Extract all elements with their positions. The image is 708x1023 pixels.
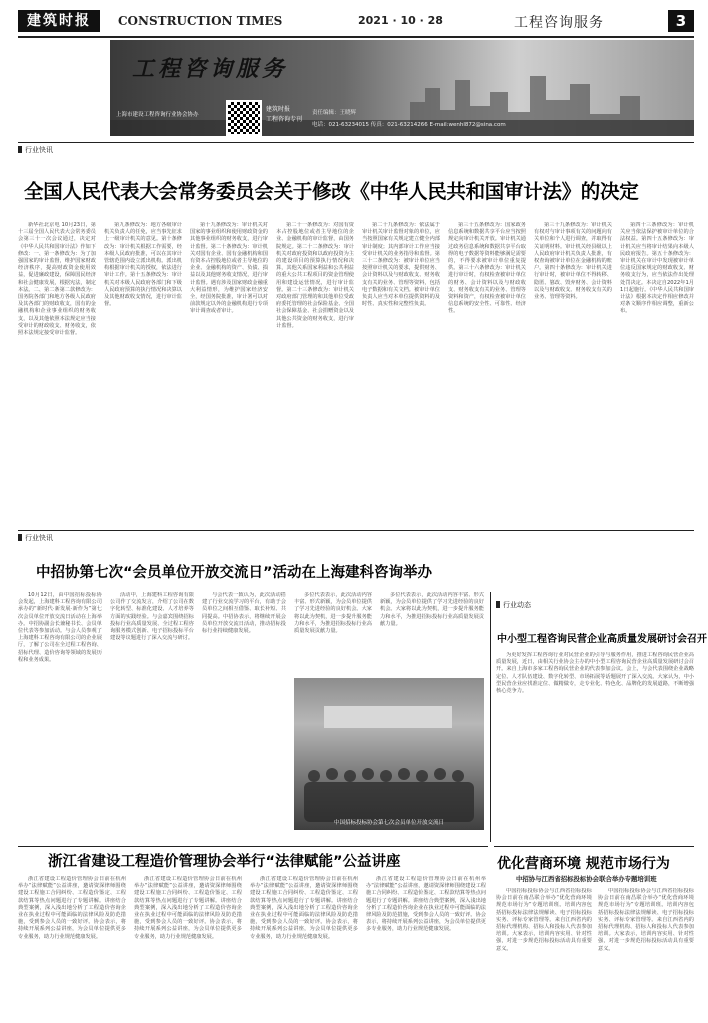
- article4-col1-text: 浙江省建设工程造价管理协会日前在杭州举办“法律赋能”公益讲座，邀请资深律师围绕建设工程施工合同纠纷、工程造价鉴定、工程款结算等热点问题进行了专题讲解。讲座结合典型案例，深入浅出地分析了工程造价咨询企业在执业过程中可能面临的法律风险及防范措施，受到参会人员的一致好评。协会表示，将持续开展系列公益讲座，为会员单位提供更多专业服务，助力行业规范健康发展。: [18, 876, 126, 940]
- article2-col1-text: 10月12日，由中国招标投标协会发起，上海建科工程咨询有限公司承办的“新时代·新发展·新作为”第七次会员单位开放交流日活动在上海举办。中招协副会长兼秘书长、会员单位代表等参加活动。与会人员参观了上海建科工程咨询有限公司的企业展厅，了解了公司在全过程工程咨询、招标代理、造价咨询等领域的发展历程和业务成果。: [18, 592, 102, 663]
- article1-col6-text: 第三十五条修改为：国家政务信息系统和数据共享平台应当按照规定向审计机关开放。审计机关通过政务信息系统和数据共享平台取得的电子数据等资料能够满足需要的，不得要求被审计单位重复提供。第三十六条修改为：审计机关进行审计时，有权检查被审计单位的财务、会计资料以及与财政收支、财务收支有关的业务、管理等资料和资产，有权检查被审计单位信息系统的安全性、可靠性、经济性。: [448, 222, 526, 315]
- article1-col8: [620, 222, 694, 526]
- article4-col2: [134, 876, 242, 1016]
- article3-text: 为更好发挥工程咨询行业对民营企业的引导与服务作用，推进工程咨询民营企业高质量发展，近日，由相关行业协会主办的中小型工程咨询民营企业高质量发展研讨会召开。来自上海市多家工程咨询民营企业的代表参加会议。会上，与会代表围绕企业战略定位、人才队伍建设、数字化转型、市场拓展等话题展开了深入交流。大家认为，中小型民营企业应找准定位、做精做专，走专业化、特色化、品牌化的发展道路，不断增强核心竞争力。: [496, 652, 694, 695]
- qr-code[interactable]: [226, 100, 262, 136]
- article3-body: [496, 652, 694, 838]
- article1-col4-text: 第二十一条修改为：对国有资本占控股地位或者主导地位的企业、金融机构的审计监督，由国务院规定。第二十二条修改为：审计机关对政府投资和以政府投资为主的建设项目的预算执行情况和决算，其他关系国家利益和公共利益的重大公共工程项目的资金管理使用和建设运营情况，进行审计监督。第二十三条修改为：审计机关对政府部门管理的和其他单位受政府委托管理的社会保险基金、全国社会保障基金、社会捐赠资金以及其他公共资金的财务收支，进行审计监督。: [276, 222, 354, 329]
- page-number: 3: [668, 10, 694, 32]
- photo-caption: 中国招标投标协会第七次会员单位开放交流日: [333, 820, 444, 826]
- banner-editor: 责任编辑：王晓辉: [312, 110, 357, 116]
- section-title: 工程咨询服务: [514, 15, 604, 31]
- section-label-industry-2: 行业快讯: [18, 533, 53, 543]
- article1-col4: [276, 222, 354, 526]
- article1-col1: [18, 222, 96, 526]
- article1-col5: [362, 222, 440, 526]
- article5-subheadline: 中招协与江西省招标投标协会联合举办专题培训班: [516, 875, 657, 883]
- article2-col1: [18, 592, 102, 842]
- masthead-title: CONSTRUCTION TIMES: [118, 14, 283, 28]
- article1-headline[interactable]: 全国人民代表大会常务委员会关于修改《中华人民共和国审计法》的决定: [24, 180, 639, 203]
- article1-col2-text: 第九条修改为：地方各级审计机关负责人的任免，应当事先征求上一级审计机关的意见。第十条修改为：审计机关根据工作需要，经本级人民政府批准，可以在其审计管辖范围内设立派出机构。派出机构根据审计机关的授权，依法进行审计工作。第十五条修改为：审计机关对本级人民政府各部门和下级人民政府预算的执行情况和决算以及其他财政收支情况，进行审计监督。: [104, 222, 182, 308]
- section-label-industry: 行业快讯: [18, 145, 53, 155]
- banner-slogan: 上海市建设工程咨询行业协会协办: [116, 112, 199, 118]
- article5-col1-text: 中国招标投标协会与江西省招标投标协会日前在南昌联合举办“优化营商环境 规范市场行为”专题培训班。培训内容包括招标投标法律法规解读、电子招标投标实务、评标专家管理等。来自江西省内的招标代理机构、招标人和投标人代表参加培训。大家表示，培训内容实用、针对性强，对进一步规范招标投标活动具有重要意义。: [496, 888, 592, 952]
- article4-col3-text: 浙江省建设工程造价管理协会日前在杭州举办“法律赋能”公益讲座，邀请资深律师围绕建设工程施工合同纠纷、工程造价鉴定、工程款结算等热点问题进行了专题讲解。讲座结合典型案例，深入浅出地分析了工程造价咨询企业在执业过程中可能面临的法律风险及防范措施，受到参会人员的一致好评。协会表示，将持续开展系列公益讲座，为会员单位提供更多专业服务，助力行业规范健康发展。: [250, 876, 358, 940]
- article2-col3-text: 与会代表一致认为，此次活动搭建了行业交流学习的平台，有助于会员单位之间相互借鉴、取长补短、共同提高。中招协表示，将继续开展会员单位开放交流日活动，推动招标投标行业持续健康发展。: [202, 592, 286, 635]
- column-divider: [490, 592, 491, 842]
- masthead: [18, 10, 694, 36]
- article4-col2-text: 浙江省建设工程造价管理协会日前在杭州举办“法律赋能”公益讲座，邀请资深律师围绕建设工程施工合同纠纷、工程造价鉴定、工程款结算等热点问题进行了专题讲解。讲座结合典型案例，深入浅出地分析了工程造价咨询企业在执业过程中可能面临的法律风险及防范措施，受到参会人员的一致好评。协会表示，将持续开展系列公益讲座，为会员单位提供更多专业服务，助力行业规范健康发展。: [134, 876, 242, 940]
- article4-col4: [366, 876, 486, 1016]
- article3-headline[interactable]: 中小型工程咨询民营企业高质量发展研讨会召开: [497, 634, 707, 645]
- section-label-dynamics: 行业动态: [496, 600, 531, 610]
- article2-col2: [110, 592, 194, 842]
- article5-col2-text: 中国招标投标协会与江西省招标投标协会日前在南昌联合举办“优化营商环境 规范市场行为”专题培训班。培训内容包括招标投标法律法规解读、电子招标投标实务、评标专家管理等。来自江西省内的招标代理机构、招标人和投标人代表参加培训。大家表示，培训内容实用、针对性强，对进一步规范招标投标活动具有重要意义。: [598, 888, 694, 952]
- masthead-logo: 建筑时报: [18, 10, 100, 32]
- article2-col4: [294, 592, 372, 670]
- article4-col4-text: 浙江省建设工程造价管理协会日前在杭州举办“法律赋能”公益讲座，邀请资深律师围绕建设工程施工合同纠纷、工程造价鉴定、工程款结算等热点问题进行了专题讲解。讲座结合典型案例，深入浅出地分析了工程造价咨询企业在执业过程中可能面临的法律风险及防范措施，受到参会人员的一致好评。协会表示，将持续开展系列公益讲座，为会员单位提供更多专业服务，助力行业规范健康发展。: [366, 876, 486, 933]
- article2-col3: [202, 592, 286, 842]
- group-photo: [294, 678, 484, 830]
- article2-col4-text: 多位代表表示，此次活动内容丰富、形式新颖，为会员单位提供了学习先进经验的良好机会。大家将以此为契机，进一步提升服务能力和水平，为推进招标投标行业高质量发展贡献力量。: [294, 592, 372, 635]
- article1-col7-text: 第三十九条修改为：审计机关有权对与审计事项有关的问题向有关单位和个人进行调查，并取得有关证明材料。审计机关经县级以上人民政府审计机关负责人批准，有权查询被审计单位在金融机构的账户。第四十条修改为：审计机关进行审计时，被审计单位不得转移、隐匿、篡改、毁弃财务、会计资料以及与财政收支、财务收支有关的业务、管理等资料。: [534, 222, 612, 301]
- article2-headline[interactable]: 中招协第七次“会员单位开放交流日”活动在上海建科咨询举办: [36, 565, 433, 581]
- banner-contact: 电话：021-63234015 传真：021-63214266 E-mail:wenhl872@sina.com: [312, 122, 506, 128]
- qr-caption-2: 工程咨询专刊: [266, 116, 303, 123]
- article1-col8-text: 第四十三条修改为：审计机关应当依法保护被审计单位的合法权益。第四十五条修改为：审计机关应当将审计结果向本级人民政府报告。第五十条修改为：审计机关在审计中发现被审计单位违反国家规定的财政收支、财务收支行为，应当依法作出处理处罚决定。本决定自2022年1月1日起施行。《中华人民共和国审计法》根据本决定作相应修改并对条文顺序作相应调整，重新公布。: [620, 222, 694, 315]
- article1-col1-text: 新华社北京电 10月23日，第十三届全国人民代表大会常务委员会第三十一次会议通过，决定对《中华人民共和国审计法》作如下修改：一、第一条修改为：为了加强国家的审计监督，维护国家财政经济秩序，提高财政资金使用效益，促进廉政建设，保障国民经济和社会健康发展，根据宪法，制定本法。二、第二条第二款修改为：国务院各部门和地方各级人民政府及其各部门的财政收支，国有的金融机构和企业事业组织的财务收支，以及其他依照本法规定应当接受审计的财政收支、财务收支，依照本法规定接受审计监督。: [18, 222, 96, 337]
- divider: [18, 530, 694, 531]
- divider: [18, 142, 694, 143]
- audience-graphic: [294, 678, 484, 830]
- article4-headline[interactable]: 浙江省建设工程造价管理协会举行“法律赋能”公益讲座: [48, 854, 401, 870]
- section-banner: [110, 40, 694, 136]
- article1-col3: [190, 222, 268, 526]
- divider: [494, 846, 694, 847]
- article5-col2: [598, 888, 694, 1016]
- article2-col5: [380, 592, 484, 670]
- divider: [18, 846, 488, 847]
- article5-col1: [496, 888, 592, 1016]
- article1-col7: [534, 222, 612, 526]
- article1-col6: [448, 222, 526, 526]
- article2-col5-text: 多位代表表示，此次活动内容丰富、形式新颖，为会员单位提供了学习先进经验的良好机会。大家将以此为契机，进一步提升服务能力和水平，为推进招标投标行业高质量发展贡献力量。: [380, 592, 484, 627]
- article1-col3-text: 第十九条修改为：审计机关对国家的事业组织和使用财政资金的其他事业组织的财务收支，进行审计监督。第二十条修改为：审计机关对国有企业、国有金融机构和国有资本占控股地位或者主导地位的企业、金融机构的资产、负债、损益以及其他财务收支情况，进行审计监督。遇有涉及国家财政金融重大利益情形，为维护国家经济安全，经国务院批准，审计署可以对前款规定以外的金融机构进行专项审计调查或者审计。: [190, 222, 268, 315]
- article4-col3: [250, 876, 358, 1016]
- issue-date: 2021 · 10 · 28: [358, 14, 443, 27]
- article4-col1: [18, 876, 126, 1016]
- masthead-rule: [18, 36, 694, 38]
- article2-col2-text: 活动中，上海建科工程咨询有限公司作了交流发言，介绍了公司在数字化转型、标准化建设、人才培养等方面的实践经验。与会嘉宾围绕招标投标行业高质量发展、全过程工程咨询服务模式创新、电子招标投标平台建设等议题进行了深入交流与研讨。: [110, 592, 194, 642]
- article1-col2: [104, 222, 182, 526]
- article5-headline[interactable]: 优化营商环境 规范市场行为: [497, 856, 670, 872]
- article1-col5-text: 第二十九条修改为：依法属于审计机关审计监督对象的单位，应当按照国家有关规定建立健全内部审计制度；其内部审计工作应当接受审计机关的业务指导和监督。第三十二条修改为：被审计单位应当按照审计机关的要求，提供财务、会计资料以及与财政收支、财务收支有关的业务、管理等资料，包括电子数据和有关文档。被审计单位负责人应当对本单位提供资料的及时性、真实性和完整性负责。: [362, 222, 440, 308]
- qr-caption: 建筑时报: [266, 106, 291, 113]
- banner-title: 工程咨询服务: [132, 56, 289, 82]
